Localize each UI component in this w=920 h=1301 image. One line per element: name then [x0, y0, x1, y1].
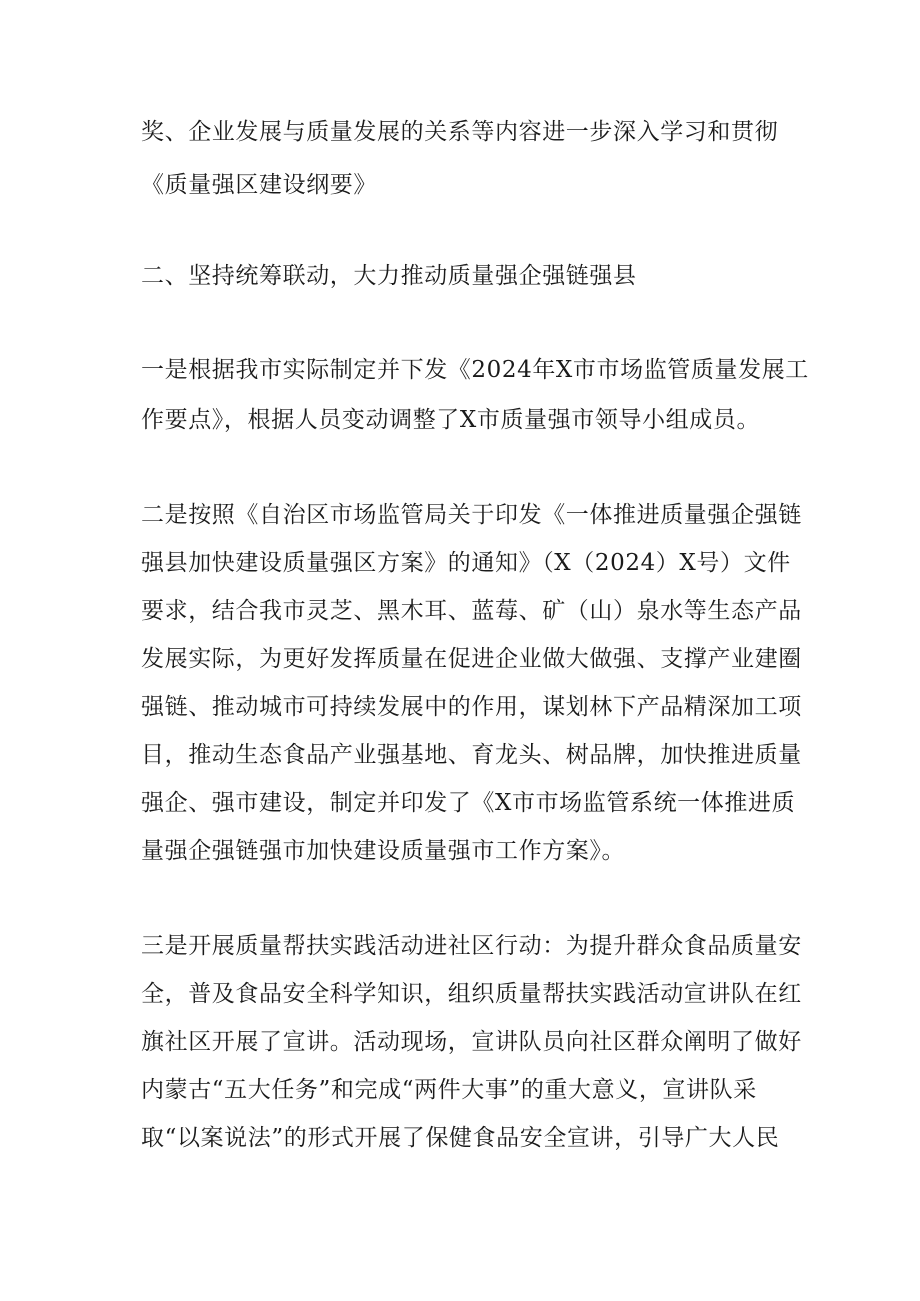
- text-line: 全，普及食品安全科学知识，组织质量帮扶实践活动宣讲队在红: [141, 981, 802, 1007]
- section-heading: 二、坚持统筹联动，大力推动质量强企强链强县: [141, 263, 637, 289]
- text-line: 内蒙古“五大任务”和完成“两件大事”的重大意义，宣讲队采: [141, 1077, 757, 1103]
- text-line: 取“以案说法”的形式开展了保健食品安全宣讲，引导广大人民: [141, 1125, 780, 1151]
- text-line: 强县加快建设质量强区方案》的通知》（X（2024）X号）文件: [141, 550, 791, 576]
- text-line: 量强企强链强市加快建设质量强市工作方案》。: [141, 838, 626, 864]
- text-line: 三是开展质量帮扶实践活动进社区行动：为提升群众食品质量安: [141, 933, 802, 959]
- text-line: 发展实际，为更好发挥质量在促进企业做大做强、支撑产业建圈: [141, 646, 802, 672]
- text-line: 要求，结合我市灵芝、黑木耳、蓝莓、矿（山）泉水等生态产品: [141, 598, 802, 624]
- text-line: 一是根据我市实际制定并下发《2024年X市市场监管质量发展工: [141, 357, 809, 383]
- text-line: 强链、推动城市可持续发展中的作用，谋划林下产品精深加工项: [141, 694, 802, 720]
- text-line: 《质量强区建设纲要》: [141, 172, 377, 198]
- text-line: 目，推动生态食品产业强基地、育龙头、树品牌，加快推进质量: [141, 742, 802, 768]
- text-line: 旗社区开展了宣讲。活动现场，宣讲队员向社区群众阐明了做好: [141, 1029, 802, 1055]
- text-line: 作要点》，根据人员变动调整了X市质量强市领导小组成员。: [141, 407, 761, 433]
- text-line: 奖、企业发展与质量发展的关系等内容进一步深入学习和贯彻: [141, 119, 779, 145]
- text-line: 强企、强市建设，制定并印发了《X市市场监管系统一体推进质: [141, 790, 796, 816]
- text-line: 二是按照《自治区市场监管局关于印发《一体推进质量强企强链: [141, 502, 802, 528]
